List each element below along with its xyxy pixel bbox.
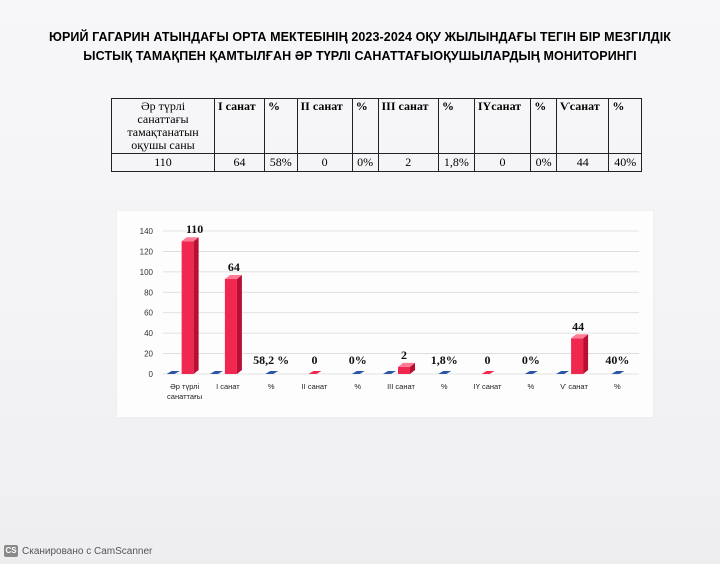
y-tick-label: 0 (148, 370, 153, 379)
table-cell: 58% (265, 154, 297, 172)
x-tick-label: І санат (216, 382, 240, 391)
table-cell: 0% (352, 154, 378, 172)
y-tick-label: 140 (139, 227, 153, 236)
data-label: 0 (484, 353, 491, 367)
y-tick-label: 100 (139, 267, 153, 277)
table-header-cell: ІІ санат (297, 99, 352, 154)
table-header-row (112, 99, 642, 154)
table-cell: 0 (297, 154, 352, 172)
table-cell: 0% (531, 154, 557, 172)
table-cell: 64 (215, 154, 265, 172)
data-label: 64 (227, 260, 240, 275)
data-label: 58,2 % (253, 353, 290, 367)
table-header-cell: І санат (215, 99, 265, 154)
table-header-cell: Ѵсанат (557, 99, 609, 154)
bar-marker (265, 371, 278, 374)
data-label: 0% (348, 353, 367, 367)
title-line-2: ЫСТЫҚ ТАМАҚПЕН ҚАМТЫЛҒАН ӘР ТҮРЛІ САНАТТАҒЫОҚУШЫЛАРДЫҢ МОНИТОРИНГІ (83, 49, 637, 63)
table-header-cell: % (609, 99, 642, 154)
table-header-cell: ІҮсанат (474, 99, 530, 154)
y-tick-label: 60 (144, 308, 153, 318)
data-label: 0% (521, 353, 540, 367)
x-tick-label: ІІ санат (301, 382, 328, 391)
bar-marker (210, 371, 223, 374)
bar-marker (352, 371, 365, 374)
bar (225, 279, 237, 374)
data-label: 44 (572, 319, 585, 334)
x-tick-label: % (440, 382, 448, 391)
bar-chart-svg (117, 211, 653, 417)
bar-marker (383, 371, 396, 374)
bar (571, 338, 583, 374)
x-tick-label: ІҮ санат (473, 382, 502, 391)
y-tick-label: 120 (139, 247, 153, 257)
table-header-cell: % (439, 99, 475, 154)
x-tick-label: ІІІ санат (387, 382, 415, 391)
table-cell: 1,8% (439, 154, 475, 172)
table-cell: 44 (557, 154, 609, 172)
bar-side (194, 237, 199, 374)
table-cell: 2 (378, 154, 438, 172)
bar-marker (525, 371, 538, 374)
table-header-cell: ІІІ санат (378, 99, 438, 154)
table-cell: 40% (609, 154, 642, 172)
table-row (112, 154, 642, 172)
bar-marker (482, 371, 495, 374)
document-title (20, 28, 700, 66)
x-tick-label: % (267, 382, 275, 391)
bar (398, 367, 410, 374)
y-tick-label: 20 (144, 349, 153, 359)
x-tick-label: Әр түрлі (170, 382, 200, 391)
data-label: 110 (185, 222, 204, 237)
x-tick-label: % (354, 382, 362, 391)
bar-side (237, 275, 242, 374)
bar-chart (117, 211, 653, 417)
data-label: 1,8% (430, 353, 458, 367)
table-header-cell: % (531, 99, 557, 154)
bar-marker (308, 371, 321, 374)
table-cell: 110 (112, 154, 215, 172)
y-tick-label: 40 (144, 329, 153, 339)
bar-marker (167, 371, 180, 374)
table-header-cell: % (265, 99, 297, 154)
scanner-watermark (4, 545, 152, 557)
table-header-cell: % (352, 99, 378, 154)
table-cell: 0 (474, 154, 530, 172)
data-label: 0 (311, 353, 318, 367)
bar-marker (438, 371, 451, 374)
monitoring-table (111, 98, 642, 172)
bar (182, 241, 194, 374)
x-tick-label: % (614, 382, 621, 391)
x-tick-label: Ѵ санат (560, 382, 588, 391)
y-tick-label: 80 (144, 288, 153, 298)
title-line-1: ЮРИЙ ГАГАРИН АТЫНДАҒЫ ОРТА МЕКТЕБІНІҢ 2023-2024 ОҚУ ЖЫЛЫНДАҒЫ ТЕГІН БІР МЕЗГІЛДІК (48, 30, 671, 44)
table-header-cell: Әр түрлі санаттағы тамақтанатын оқушы саны (112, 99, 215, 154)
x-tick-label: % (527, 382, 535, 391)
scanner-watermark-text: Сканировано с CamScanner (22, 545, 153, 557)
bar-marker (611, 371, 624, 374)
camscanner-logo-icon: CS (5, 546, 17, 555)
data-label: 40% (605, 353, 630, 367)
bar-marker (556, 371, 569, 374)
x-tick-label-line2: санаттағы (167, 392, 203, 401)
bar-side (583, 334, 588, 374)
data-label: 2 (401, 347, 407, 362)
